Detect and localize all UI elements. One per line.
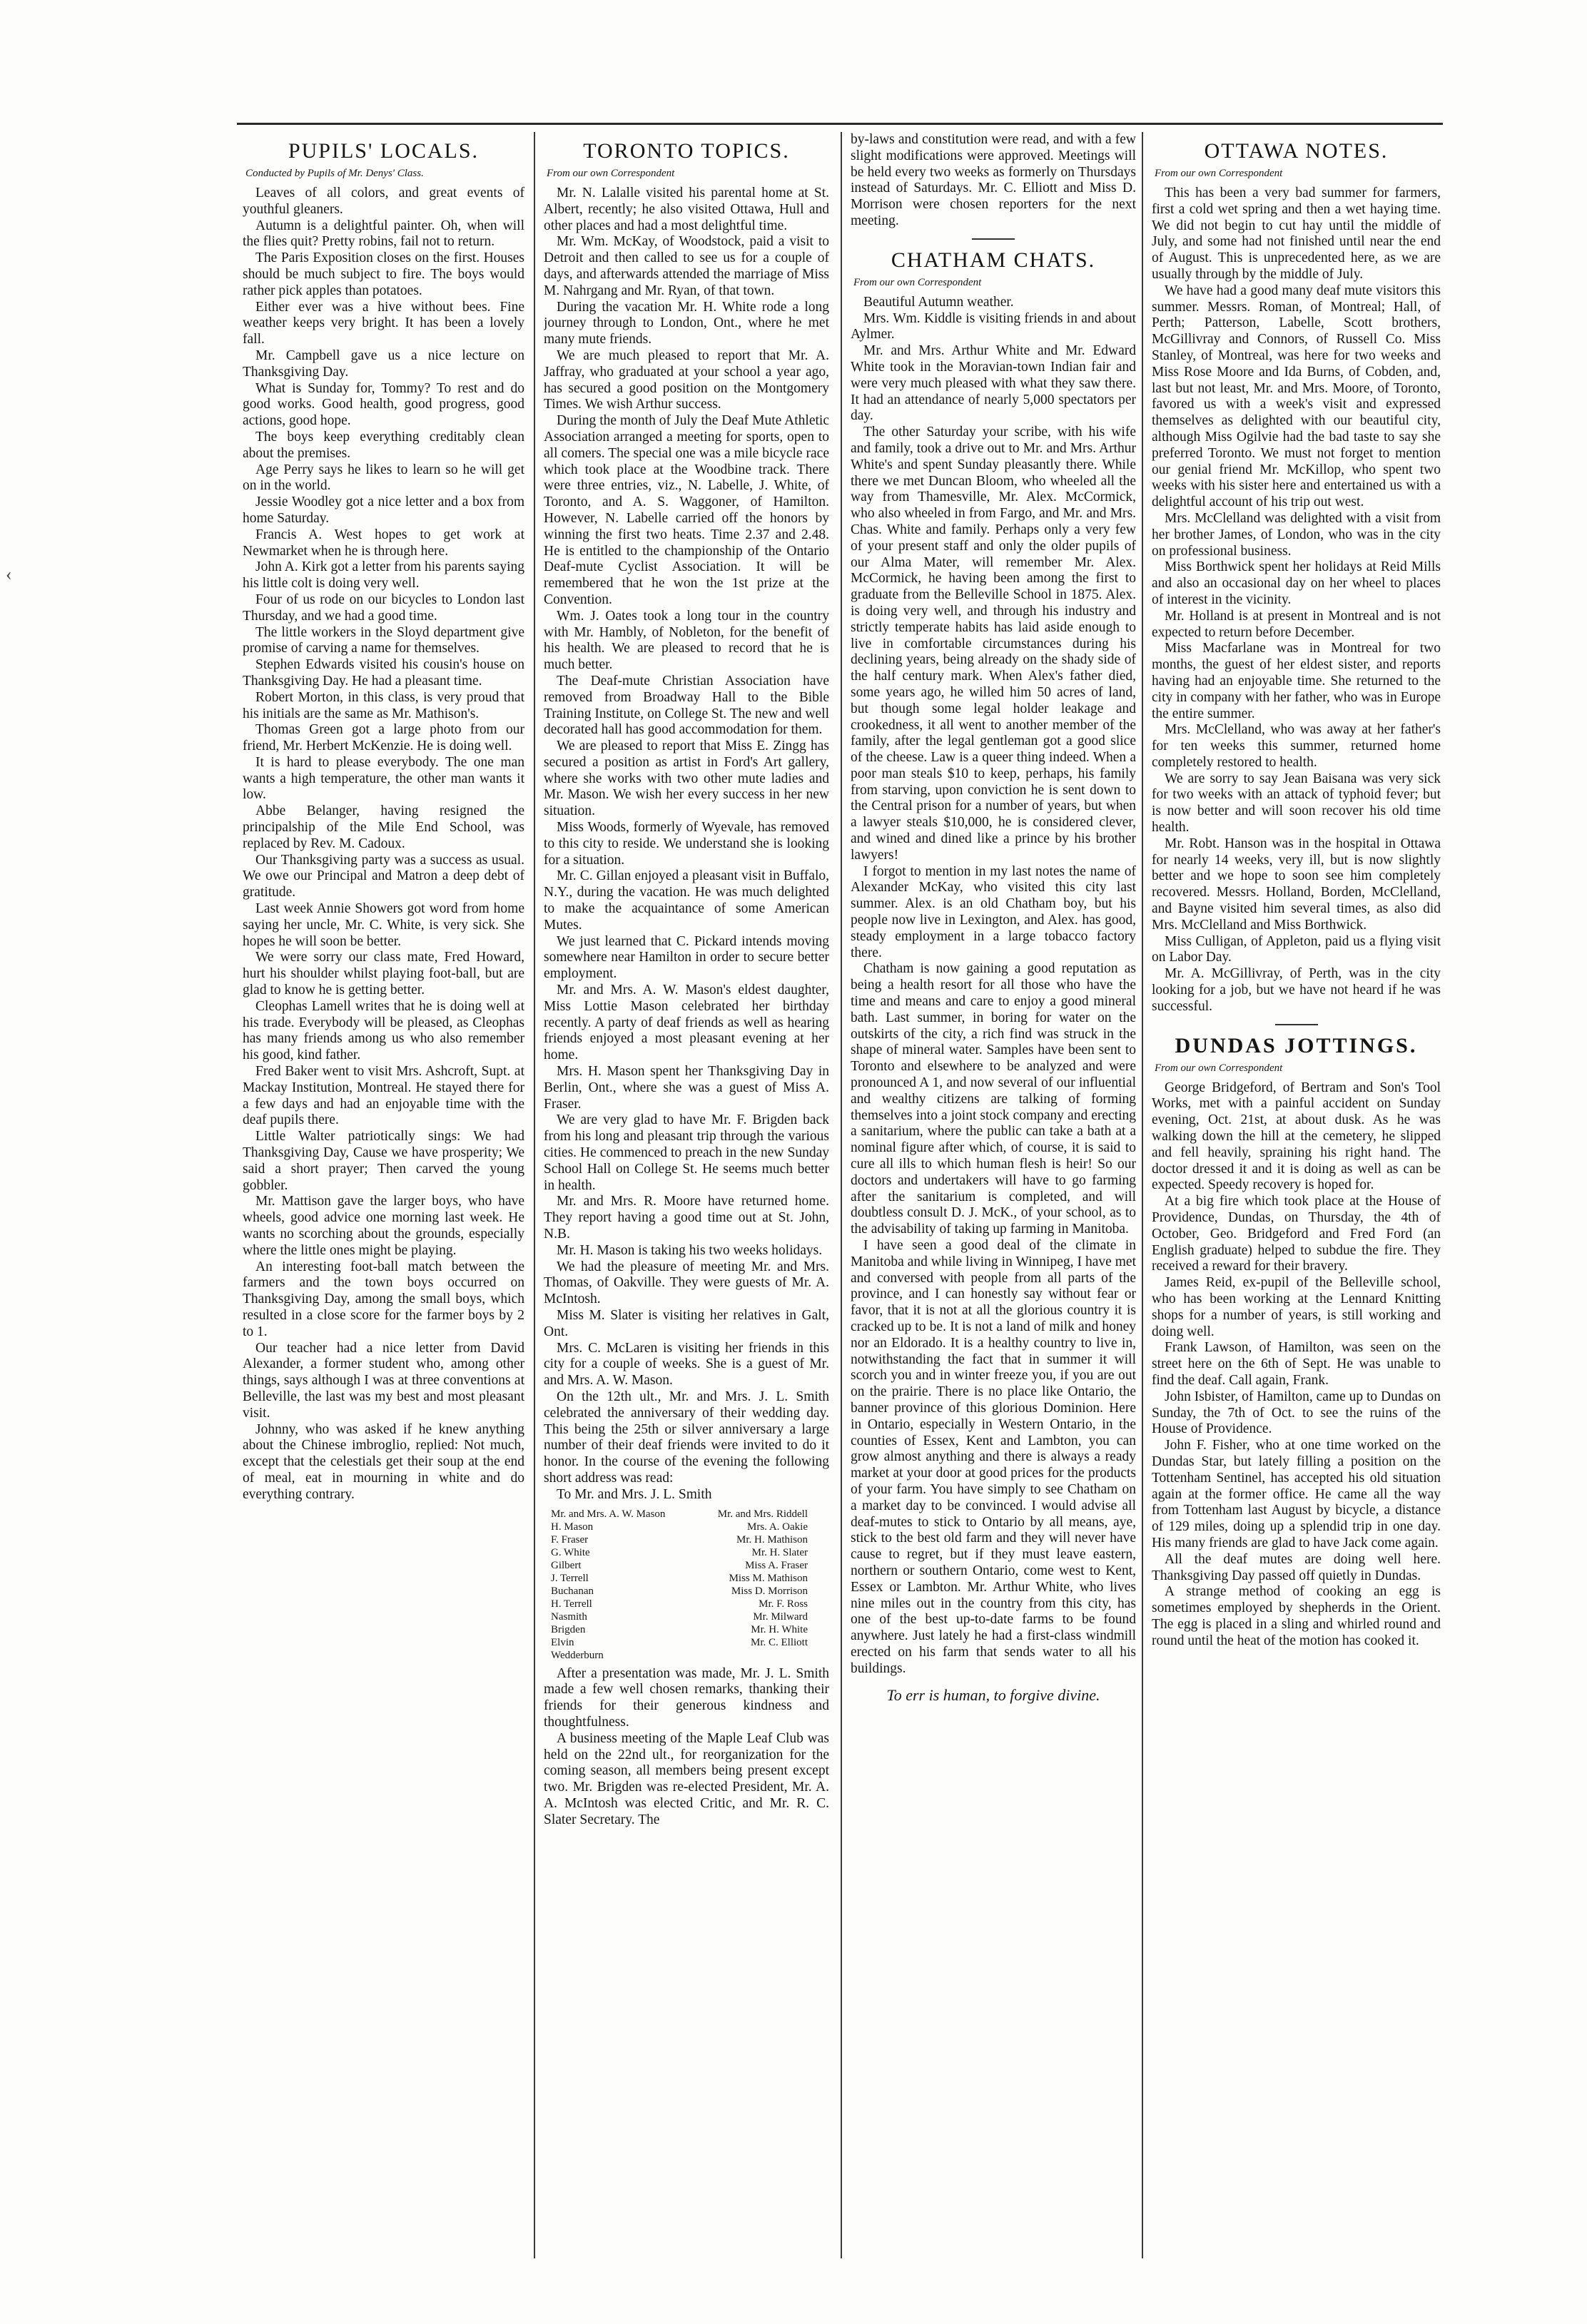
paragraph: Our teacher had a nice letter from David Alexander, a former student who, among other things, says although I was at three conventions at Belleville, the last was my best and most pleasant visit. (243, 1340, 524, 1421)
paragraph: A business meeting of the Maple Leaf Club was held on the 22nd ult., for reorganization for the coming season, all members being present except two. Mr. Brigden was re-elected President, Mr. A. A. McIntosh was elected Critic, and Mr. R. C. Slater Secretary. The (544, 1730, 829, 1827)
signature-row (551, 1546, 829, 1559)
article-body (851, 295, 1136, 1678)
column-ottawa-notes (1152, 132, 1441, 1650)
section-title: PUPILS' LOCALS. (288, 139, 480, 163)
paragraph: Mr. Robt. Hanson was in the hospital in Ottawa for nearly 14 weeks, very ill, but is now slightly better and we hope to soon see him completely recovered. Messrs. Holland, Borden, McClelland, and Bayne visited him several times, as also did Mrs. McClelland and Miss Borthwick. (1152, 836, 1441, 933)
signature-name: Mr. and Mrs. Riddell (717, 1508, 808, 1520)
paragraph: Mr. C. Gillan enjoyed a pleasant visit in Buffalo, N.Y., during the vacation. He was much delighted to make the acquaintance of some American Mutes. (544, 868, 829, 933)
paragraph: Johnny, who was asked if he knew anything about the Chinese imbroglio, replied: Not much, except that the celestials get their soup at the end of meal, eat in mourning in white and do everything contrary. (243, 1421, 524, 1502)
section-divider (1275, 1024, 1318, 1025)
paragraph: We are pleased to report that Miss E. Zingg has secured a position as artist in Ford's Art gallery, where she works with two other mute ladies and Mr. Mason. We wish her every success in her new situation. (544, 739, 829, 819)
signature-name: J. Terrell (551, 1572, 589, 1584)
signature-name: Buchanan (551, 1585, 594, 1597)
signature-name: Mr. Milward (753, 1610, 808, 1623)
paragraph: Mr. Campbell gave us a nice lecture on Thanksgiving Day. (243, 347, 524, 380)
paragraph: Our Thanksgiving party was a success as usual. We owe our Principal and Matron a deep debt of gratitude. (243, 852, 524, 900)
paragraph: Little Walter patriotically sings: We had Thanksgiving Day, Cause we have prosperity; We said a short prayer; Then carved the young gobbler. (243, 1129, 524, 1193)
margin-mark: ‹ (6, 564, 12, 584)
signature-row (551, 1623, 829, 1636)
paragraph: Mrs. H. Mason spent her Thanksgiving Day in Berlin, Ont., where she was a guest of Miss A. Fraser. (544, 1064, 829, 1112)
section-byline: From our own Correspondent (1155, 1062, 1283, 1074)
article-body (1152, 186, 1441, 1015)
paragraph: Leaves of all colors, and great events of youthful gleaners. (243, 186, 524, 217)
paragraph: A strange method of cooking an egg is sometimes employed by shepherds in the Orient. The egg is placed in a sling and whirled round and round until the heat of the motion has cooked it. (1152, 1584, 1441, 1648)
paragraph: Mr. and Mrs. R. Moore have returned home. They report having a good time out at St. John, N.B. (544, 1194, 829, 1242)
signature-row (551, 1533, 829, 1546)
signature-name: Brigden (551, 1623, 586, 1635)
column-chatham-chats (851, 132, 1136, 1705)
article-body (544, 186, 829, 1503)
paragraph: I forgot to mention in my last notes the name of Alexander McKay, who visited this city last summer. Alex. is an old Chatham boy, but his people now live in Lexington, and Alex. has good, steady employment in a large tobacco factory there. (851, 863, 1136, 960)
section-byline: From our own Correspondent (547, 168, 675, 179)
signature-name: Miss A. Fraser (745, 1559, 808, 1571)
paragraph: The little workers in the Sloyd department give promise of carving a name for themselves. (243, 624, 524, 656)
signature-row (551, 1585, 829, 1598)
paragraph: Fred Baker went to visit Mrs. Ashcroft, Supt. at Mackay Institution, Montreal. He stayed there for a few days and had an enjoyable time with the deaf pupils there. (243, 1064, 524, 1128)
signature-name: Mr. H. White (751, 1623, 808, 1635)
article-body (1152, 1080, 1441, 1650)
signature-name: Miss D. Morrison (731, 1585, 808, 1597)
signature-row (551, 1649, 829, 1662)
paragraph: Frank Lawson, of Hamilton, was seen on the street here on the 6th of Sept. He was unable to find the deaf. Call again, Frank. (1152, 1340, 1441, 1388)
paragraph: Beautiful Autumn weather. (863, 294, 1014, 310)
paragraph: We are very glad to have Mr. F. Brigden back from his long and pleasant trip through the various cities. He commenced to preach in the new Sunday School Hall on College St. He seems much better in health. (544, 1112, 829, 1193)
section-byline: Conducted by Pupils of Mr. Denys' Class. (245, 168, 424, 179)
paragraph: On the 12th ult., Mr. and Mrs. J. L. Smith celebrated the anniversary of their wedding day. This being the 25th or silver anniversary a large number of their deaf friends were invited to do it honor. In the course of the evening the following short address was read: (544, 1389, 829, 1486)
paragraph: Autumn is a delightful painter. Oh, when will the flies quit? Pretty robins, fail not to return. (243, 218, 524, 250)
paragraph: Miss Macfarlane was in Montreal for two months, the guest of her eldest sister, and reports having had an enjoyable time. She returned to the city in company with her father, who was in Europe the entire summer. (1152, 641, 1441, 721)
section-title: TORONTO TOPICS. (583, 139, 790, 163)
signature-row (551, 1636, 829, 1649)
paragraph: The Paris Exposition closes on the first. Houses should be much subject to fire. The boys would rather pick apples than potatoes. (243, 250, 524, 298)
signature-name: Miss M. Mathison (729, 1572, 808, 1584)
paragraph: We were sorry our class mate, Fred Howard, hurt his shoulder whilst playing foot-ball, but are glad to know he is getting better. (243, 950, 524, 998)
paragraph: Mr. Holland is at present in Montreal and is not expected to return before December. (1152, 608, 1441, 640)
signature-name: Elvin (551, 1636, 574, 1648)
paragraph: Mr. H. Mason is taking his two weeks holidays. (557, 1242, 823, 1258)
paragraph: Mrs. Wm. Kiddle is visiting friends in and about Aylmer. (851, 310, 1136, 342)
signature-row (551, 1572, 829, 1585)
paragraph: Either ever was a hive without bees. Fine weather keeps very bright. It has been a lovely fall. (243, 299, 524, 347)
signature-name: Mr. H. Mathison (736, 1533, 808, 1546)
paragraph: During the month of July the Deaf Mute Athletic Association arranged a meeting for sports, open to all comers. The special one was a mile bicycle race which took place at the Woodbine track. There were three entries, viz., N. Labelle, J. White, of Toronto, and A. S. Waggoner, of Hamilton. However, N. Labelle carried off the honors by winning the first two heats. Time 2.37 and 2.48. He is entitled to the championship of the Ontario Deaf-mute Cyclist Association. It will be remembered that he won the 1st prize at the Convention. (544, 413, 829, 607)
motto: To err is human, to forgive divine. (886, 1685, 1100, 1704)
paragraph: Mr. Mattison gave the larger boys, who have wheels, good advice one morning last week. He wants no scorching about the grounds, especially where the little ones might be playing. (243, 1194, 524, 1258)
paragraph: We just learned that C. Pickard intends moving somewhere near Hamilton in order to secure better employment. (544, 933, 829, 982)
signature-name: Mr. F. Ross (759, 1598, 808, 1610)
paragraph: Miss M. Slater is visiting her relatives in Galt, Ont. (544, 1307, 829, 1339)
signature-name: Mr. C. Elliott (750, 1636, 808, 1648)
signature-name: Mrs. A. Oakie (747, 1521, 808, 1533)
signature-name: Wedderburn (551, 1649, 604, 1661)
signature-row (551, 1508, 829, 1521)
article-body (243, 186, 524, 1503)
section-title-dundas: DUNDAS JOTTINGS. (1175, 1033, 1418, 1057)
paragraph: Robert Morton, in this class, is very proud that his initials are the same as Mr. Mathison's. (243, 689, 524, 721)
top-rule (237, 123, 1443, 125)
section-divider (972, 238, 1015, 240)
signature-name: H. Mason (551, 1521, 594, 1533)
paragraph: After a presentation was made, Mr. J. L. Smith made a few well chosen remarks, thanking their friends for their generous kindness and thoughtfulness. (544, 1665, 829, 1730)
signature-row (551, 1559, 829, 1572)
section-byline: From our own Correspondent (1155, 168, 1283, 179)
paragraph: Mrs. McClelland, who was away at her father's for ten weeks this summer, returned home completely restored to health. (1152, 722, 1441, 770)
paragraph: Age Perry says he likes to learn so he will get on in the world. (243, 462, 524, 494)
paragraph: The Deaf-mute Christian Association have removed from Broadway Hall to the Bible Training Institute, on College St. The new and well decorated hall has good accommodation for them. (544, 673, 829, 738)
signature-name: Mr. and Mrs. A. W. Mason (551, 1508, 666, 1520)
article-body-continued (544, 1666, 829, 1829)
paragraph: An interesting foot-ball match between the farmers and the town boys occurred on Thanksgiving Day, among the small boys, which resulted in a close score for the farmer boys by 2 to 1. (243, 1259, 524, 1339)
paragraph: Mrs. McClelland was delighted with a visit from her brother James, of London, who was in the city on professional business. (1152, 510, 1441, 559)
paragraph: I have seen a good deal of the climate in Manitoba and while living in Winnipeg, I have met and conversed with people from all parts of the province, and I can honestly say without fear or favor, that it is not at all the glorious country it is cracked up to be. It is not a land of milk and honey nor an Eldorado. It is a healthy country to live in, notwithstanding the fact that in summer it will scorch you and in winter freeze you, if you are out on the prairie. There is no place like Ontario, the banner province of this glorious Dominion. Here in Ontario, especially in Western Ontario, in the counties of Essex, Kent and Lambton, you can grow almost anything and there is always a ready market at your door at good prices for the products of your farm. You have simply to see Chatham on a market day to be convinced. I would advise all deaf-mutes to stick to Ontario by all means, aye, stick to the best old farm and they will never have cause to regret, but if they must leave eastern, northern or southern Ontario, come west to Kent, Essex or Lambton. Mr. Arthur White, who lives nine miles out in the country from this city, has one of the best up-to-date farms to be found anywhere. Just lately he had a first-class windmill erected on his farm that sends water to all his buildings. (851, 1238, 1136, 1676)
paragraph: It is hard to please everybody. The one man wants a high temperature, the other man wants it low. (243, 754, 524, 803)
paragraph: Stephen Edwards visited his cousin's house on Thanksgiving Day. He had a pleasant time. (243, 657, 524, 689)
paragraph: Mr. and Mrs. A. W. Mason's eldest daughter, Miss Lottie Mason celebrated her birthday recently. A party of deaf friends as well as hearing friends enjoyed a most pleasant evening at her home. (544, 983, 829, 1063)
paragraph: The other Saturday your scribe, with his wife and family, took a drive out to Mr. and Mrs. Arthur White's and spent Sunday pleasantly there. While there we met Duncan Bloom, who wheeled all the way from Thamesville, Mr. Alex. McCormick, who also wheeled in from Fargo, and Mr. and Mrs. Chas. White and family. Perhaps only a very few of your present staff and only the older pupils of our Alma Mater, will remember Mr. Alex. McCormick, he having been among the first to graduate from the Belleville School in 1875. Alex. is doing very well, and through his industry and strictly temperate habits has laid aside enough to live in comfortable circumstances during his declining years, being already on the shady side of the half century mark. When Alex's father died, some years ago, he willed him 50 acres of land, but though some legal holder leakage and crookedness, it all went to another member of the family, after the legal gentleman got a good slice of the cheese. Law is a queer thing indeed. When a poor man steals $10 to keep, perhaps, his family from starving, upon conviction he is sent down to the Central prison for a number of years, but when a lawyer steals $10,000, he is considered clever, and wined and dined like a prince by his brother lawyers! (851, 425, 1136, 863)
paragraph: Four of us rode on our bicycles to London last Thursday, and we had a good time. (243, 592, 524, 624)
paragraph: George Bridgeford, of Bertram and Son's Tool Works, met with a painful accident on Sunday evening, Oct. 21st, at about dusk. As he was walking down the hill at the cemetery, he slipped and fell heavily, spraining his right hand. The doctor dressed it and it is doing as well as can be expected. Speedy recovery is hoped for. (1152, 1080, 1441, 1193)
paragraph: Wm. J. Oates took a long tour in the country with Mr. Hambly, of Nobleton, for the benefit of his health. We are pleased to record that he is much better. (544, 608, 829, 673)
column-pupils-locals (243, 132, 524, 1503)
paragraph: John A. Kirk got a letter from his parents saying his little colt is doing very well. (243, 559, 524, 592)
paragraph: We had the pleasure of meeting Mr. and Mrs. Thomas, of Oakville. They were guests of Mr. A. McIntosh. (544, 1259, 829, 1307)
column-toronto-topics (544, 132, 829, 1829)
paragraph: Mr. Wm. McKay, of Woodstock, paid a visit to Detroit and then called to see us for a couple of days, and afterwards attended the marriage of Miss M. Nahrgang and Mr. Ryan, of that town. (544, 234, 829, 298)
continued-paragraph: by-laws and constitution were read, and with a few slight modifications were approved. Meetings will be held every two weeks as formerly on Thursdays instead of Saturdays. Mr. C. Elliott and Miss D. Morrison were chosen reporters for the next meeting. (851, 132, 1136, 228)
paragraph: Mrs. C. McLaren is visiting her friends in this city for a couple of weeks. She is a guest of Mr. and Mrs. A. W. Mason. (544, 1340, 829, 1389)
paragraph: John Isbister, of Hamilton, came up to Dundas on Sunday, the 7th of Oct. to see the ruins of the House of Providence. (1152, 1389, 1441, 1437)
paragraph: Cleophas Lamell writes that he is doing well at his trade. Everybody will be pleased, as Cleophas has many friends among us who also remember his good, kind father. (243, 998, 524, 1063)
signature-row (551, 1610, 829, 1623)
section-byline: From our own Correspondent (853, 276, 982, 288)
signature-row (551, 1598, 829, 1610)
paragraph: Mr. A. McGillivray, of Perth, was in the city looking for a job, but we have not heard if he was successful. (1152, 966, 1441, 1014)
paragraph: Abbe Belanger, having resigned the principalship of the Mile End School, was replaced by Rev. M. Cadoux. (243, 803, 524, 851)
signature-name: Nasmith (551, 1610, 587, 1623)
paragraph: John F. Fisher, who at one time worked on the Dundas Star, but lately filling a position on the Tottenham Sentinel, has accepted his old situation again at the former office. He came all the way from Tottenham last August by bicycle, a distance of 129 miles, doing up a splendid trip in one day. His many friends are glad to have Jack come again. (1152, 1438, 1441, 1551)
paragraph: Mr. and Mrs. Arthur White and Mr. Edward White took in the Moravian-town Indian fair and were very much pleased with what they saw there. It had an attendance of nearly 5,000 spectators per day. (851, 343, 1136, 424)
signature-name: H. Terrell (551, 1598, 592, 1610)
paragraph: Last week Annie Showers got word from home saying her uncle, Mr. C. White, is very sick. She hopes he will soon be better. (243, 901, 524, 949)
paragraph: We are sorry to say Jean Baisana was very sick for two weeks with an attack of typhoid fever; but is now better and will soon recover his old time health. (1152, 771, 1441, 836)
paragraph: Jessie Woodley got a nice letter and a box from home Saturday. (243, 494, 524, 526)
paragraph: Francis A. West hopes to get work at Newmarket when he is through here. (243, 527, 524, 559)
paragraph: To Mr. and Mrs. J. L. Smith (557, 1486, 712, 1502)
signature-name: F. Fraser (551, 1533, 589, 1546)
signature-name: Mr. H. Slater (751, 1546, 808, 1558)
paragraph: Thomas Green got a large photo from our friend, Mr. Herbert McKenzie. He is doing well. (243, 722, 524, 754)
section-title: OTTAWA NOTES. (1204, 139, 1389, 163)
paragraph: Miss Culligan, of Appleton, paid us a flying visit on Labor Day. (1152, 933, 1441, 965)
paragraph: Miss Borthwick spent her holidays at Reid Mills and also an occasional day on her wheel to places of interest in the vicinity. (1152, 559, 1441, 607)
column-divider (841, 132, 842, 2258)
paragraph: James Reid, ex-pupil of the Belleville school, who has been working at the Lennard Knitting shops for a number of years, is still working and doing well. (1152, 1275, 1441, 1339)
signature-list (551, 1508, 829, 1662)
paragraph: During the vacation Mr. H. White rode a long journey through to London, Ont., where he met many mute friends. (544, 299, 829, 347)
paragraph: At a big fire which took place at the House of Providence, Dundas, on Thursday, the 4th of October, Geo. Bridgeford and Fred Ford (an English graduate) helped to subdue the fire. They received a reward for their bravery. (1152, 1194, 1441, 1274)
paragraph: What is Sunday for, Tommy? To rest and do good works. Good health, good progress, good actions, good hope. (243, 380, 524, 429)
section-title: CHATHAM CHATS. (891, 248, 1096, 272)
paragraph: All the deaf mutes are doing well here. Thanksgiving Day passed off quietly in Dundas. (1152, 1551, 1441, 1583)
column-divider (534, 132, 535, 2258)
signature-row (551, 1521, 829, 1533)
paragraph: We are much pleased to report that Mr. A. Jaffray, who graduated at your school a year ago, has secured a good position on the Montgomery Times. We wish Arthur success. (544, 347, 829, 412)
column-divider (1142, 132, 1143, 2258)
signature-name: G. White (551, 1546, 590, 1558)
paragraph: We have had a good many deaf mute visitors this summer. Messrs. Roman, of Montreal; Hall, of Perth; Patterson, Labelle, Scott brothers, McGillivray and Connors, of Russell Co. Miss Stanley, of Montreal, was here for two weeks and Miss Rose Moore and Ida Burns, of Cobden, and, last but not least, Mr. and Mrs. Moore, of Toronto, favored us with a week's visit and expressed themselves as delighted with our beautiful city, although Miss Ogilvie had the bad taste to say she preferred Toronto. We must not forget to mention our genial friend Mr. McKillop, who spent two weeks with his sister here and entertained us with a delightful account of his trip out west. (1152, 283, 1441, 510)
paragraph: Miss Woods, formerly of Wyevale, has removed to this city to reside. We understand she is looking for a situation. (544, 820, 829, 868)
paragraph: The boys keep everything creditably clean about the premises. (243, 429, 524, 461)
paragraph: Chatham is now gaining a good reputation as being a health resort for all those who have the time and means and care to enjoy a good mineral bath. Last summer, in boring for water on the outskirts of the city, a rich find was struck in the shape of mineral water. Samples have been sent to Toronto and elsewhere to be analyzed and were pronounced A 1, and now several of our influential and wealthy citizens are talking of forming themselves into a joint stock company and erecting a sanitarium, where the public can take a bath at a nominal figure after which, of course, it is said to cure all ills to which human flesh is heir! So our doctors and undertakers will have to go farming after the sanitarium is completed, and will doubtless consult D. J. McK., of your school, as to the advisability of taking up farming in Manitoba. (851, 961, 1136, 1237)
signature-name: Gilbert (551, 1559, 582, 1571)
paragraph: This has been a very bad summer for farmers, first a cold wet spring and then a wet haying time. We did not begin to cut hay until the middle of July, and some had not finished until near the end of August. This is unprecedented here, as we are usually through by the middle of July. (1152, 186, 1441, 282)
paragraph: Mr. N. Lalalle visited his parental home at St. Albert, recently; he also visited Ottawa, Hull and other places and had a most delightful time. (544, 186, 829, 233)
